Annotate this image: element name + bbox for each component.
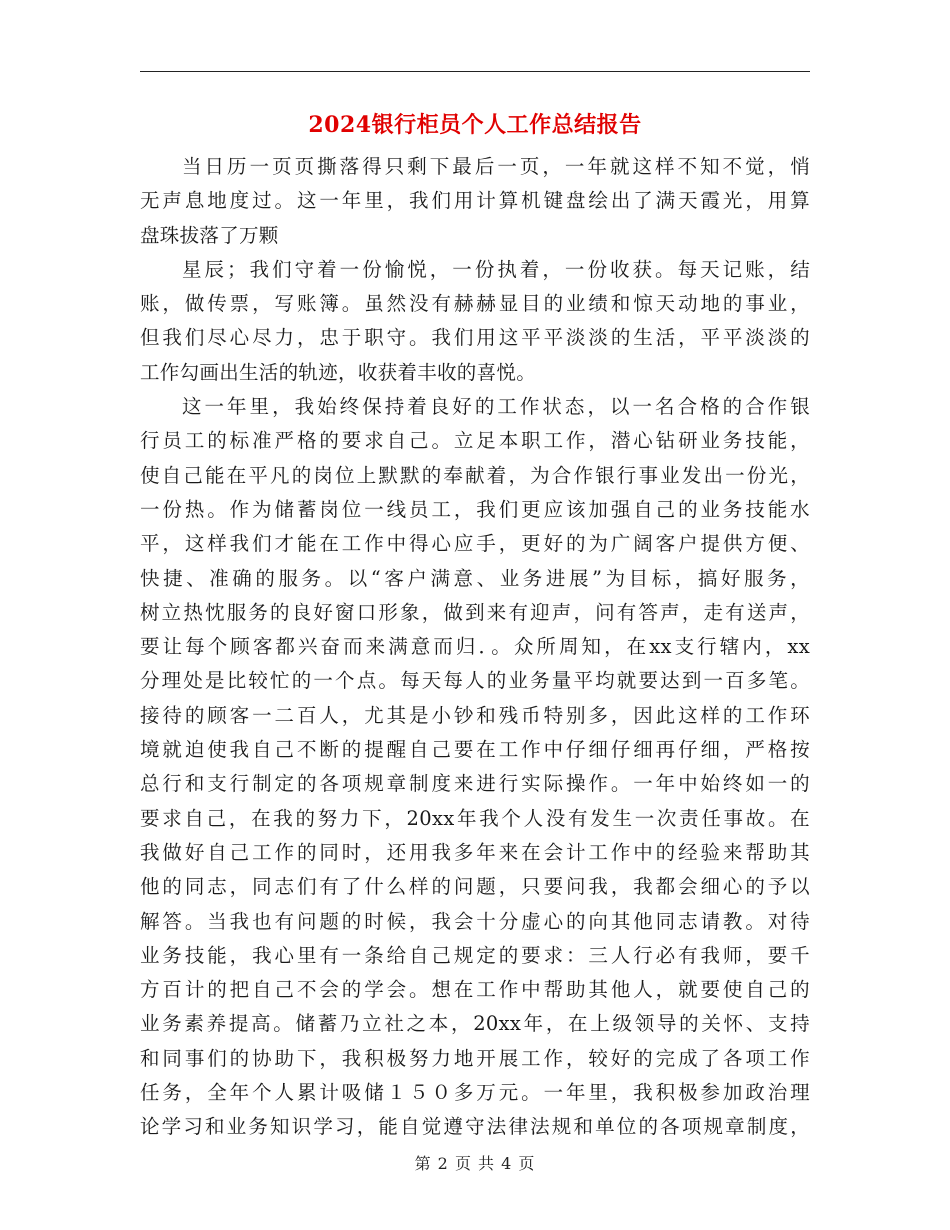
text-line: 解答。当我也有问题的时候，我会十分虚心的向其他同志请教。对待	[140, 909, 810, 933]
text-line: 但我们尽心尽力，忠于职守。我们用这平平淡淡的生活，平平淡淡的	[140, 326, 810, 350]
text-line: 行员工的标准严格的要求自己。立足本职工作，潜心钻研业务技能，	[140, 429, 810, 453]
text-line: 一份热。作为储蓄岗位一线员工，我们更应该加强自己的业务技能水	[140, 497, 810, 521]
text-line: 境就迫使我自己不断的提醒自己要在工作中仔细仔细再仔细，严格按	[140, 738, 810, 762]
document-title: 2024银行柜员个人工作总结报告	[308, 112, 642, 138]
text-line: 平，这样我们才能在工作中得心应手，更好的为广阔客户提供方便、	[140, 532, 810, 556]
page-footer: 第 2 页 共 4 页	[414, 1154, 536, 1173]
text-line: 这一年里，我始终保持着良好的工作状态，以一名合格的合作银	[182, 395, 810, 419]
text-line: 他的同志，同志们有了什么样的问题，只要问我，我都会细心的予以	[140, 875, 810, 899]
text-line: 分理处是比较忙的一个点。每天每人的业务量平均就要达到一百多笔。	[140, 669, 810, 693]
document-body	[140, 150, 810, 1145]
text-line: 工作勾画出生活的轨迹，收获着丰收的喜悦。	[140, 360, 537, 384]
text-line: 当日历一页页撕落得只剩下最后一页，一年就这样不知不觉，悄	[182, 155, 810, 178]
text-line: 业务技能，我心里有一条给自己规定的要求：三人行必有我师，要千	[140, 943, 810, 967]
header-rule	[140, 71, 810, 72]
text-line: 我做好自己工作的同时，还用我多年来在会计工作中的经验来帮助其	[140, 840, 810, 864]
text-line: 无声息地度过。这一年里，我们用计算机键盘绘出了满天霞光，用算	[140, 189, 810, 213]
text-line: 树立热忱服务的良好窗口形象，做到来有迎声，问有答声，走有送声，	[140, 600, 810, 624]
text-line: 账，做传票，写账簿。虽然没有赫赫显目的业绩和惊天动地的事业，	[140, 292, 810, 316]
text-line: 业务素养提高。储蓄乃立社之本，20xx年，在上级领导的关怀、支持	[140, 1012, 810, 1036]
text-line: 接待的顾客一二百人，尤其是小钞和残币特别多，因此这样的工作环	[140, 703, 810, 727]
text-line: 要求自己，在我的努力下，20xx年我个人没有发生一次责任事故。在	[140, 806, 810, 830]
text-line: 使自己能在平凡的岗位上默默的奉献着，为合作银行事业发出一份光，	[140, 463, 810, 487]
text-line: 论学习和业务知识学习，能自觉遵守法律法规和单位的各项规章制度，	[140, 1115, 810, 1139]
text-line: 快捷、准确的服务。以“客户满意、业务进展”为目标，搞好服务，	[140, 566, 810, 590]
text-line: 方百计的把自己不会的学会。想在工作中帮助其他人，就要使自己的	[140, 978, 810, 1002]
text-line: 任务，全年个人累计吸储１５０多万元。一年里，我积极参加政治理	[140, 1081, 810, 1105]
text-line: 星辰；我们守着一份愉悦，一份执着，一份收获。每天记账，结	[182, 257, 810, 281]
text-line: 和同事们的协助下，我积极努力地开展工作，较好的完成了各项工作	[140, 1046, 810, 1070]
text-line: 盘珠拔落了万颗	[140, 223, 279, 247]
text-line: 要让每个顾客都兴奋而来满意而归．。众所周知，在xx支行辖内，xx	[140, 635, 810, 659]
text-line: 总行和支行制定的各项规章制度来进行实际操作。一年中始终如一的	[140, 772, 810, 796]
